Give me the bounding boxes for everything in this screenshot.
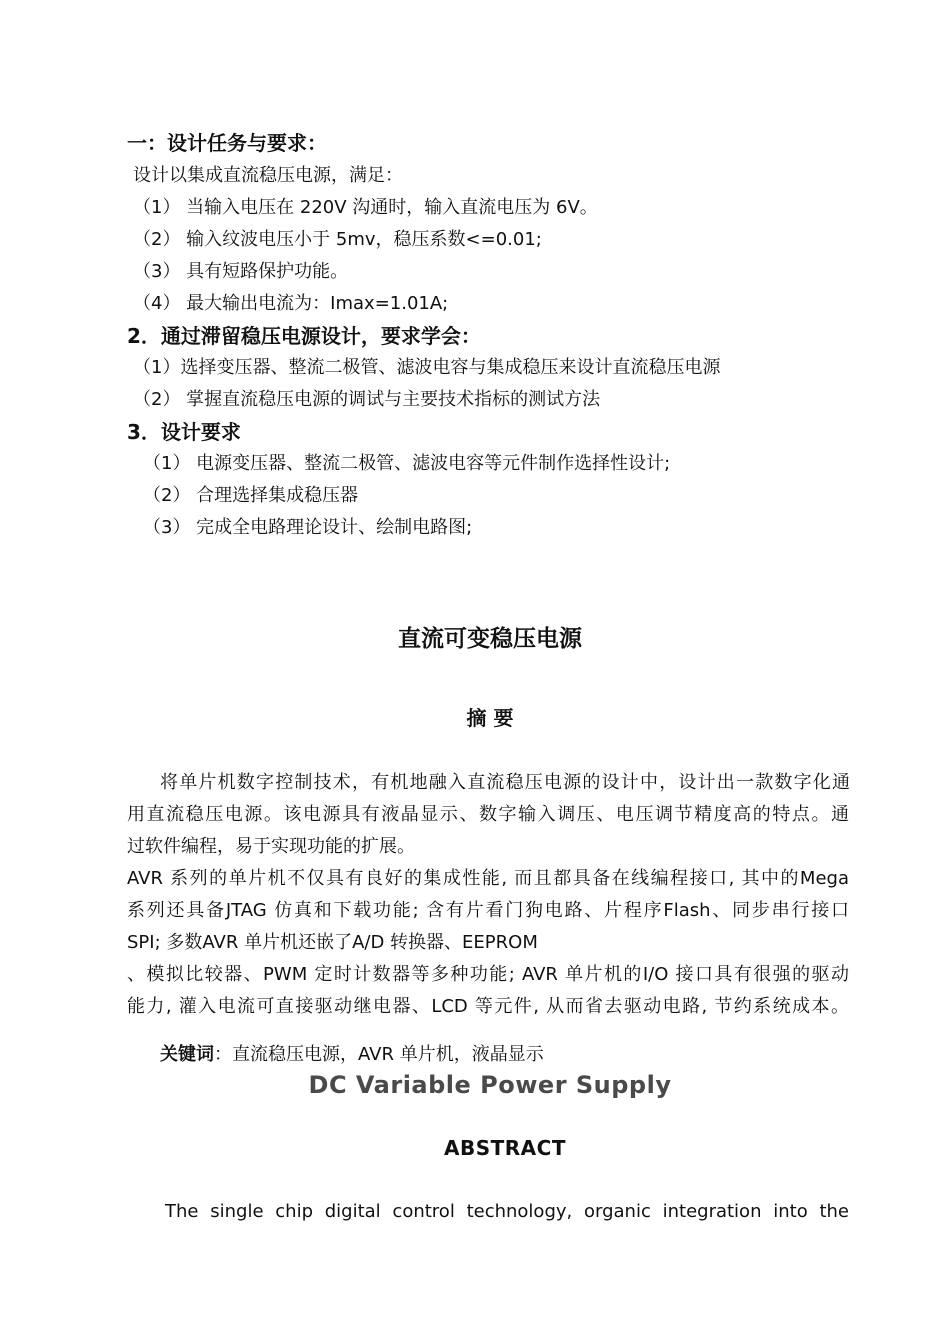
abstract-line: 能力, 灌入电流可直接驱动继电器、LCD 等元件, 从而省去驱动电路, 节约系统成本。 [127,996,849,1017]
section3-item: （3） 完成全电路理论设计、绘制电路图; [143,517,473,538]
abstract-en-line: The single chip digital control technology, organic integration into the [165,1201,849,1222]
abstract-line: AVR 系列的单片机不仅具有良好的集成性能, 而且都具备在线编程接口, 其中的Mega [127,868,849,889]
keywords-label: 关键词 [160,1044,214,1065]
abstract-heading-en: ABSTRACT [444,1136,566,1160]
section1-heading: 一：设计任务与要求： [127,131,327,155]
section2-item: （1）选择变压器、整流二极管、滤波电容与集成稳压来设计直流稳压电源 [133,357,721,378]
abstract-line: 过软件编程，易于实现功能的扩展。 [127,836,415,857]
abstract-line: 、模拟比较器、PWM 定时计数器等多种功能; AVR 单片机的I/O 接口具有很强的驱动 [127,964,849,985]
keywords [160,1043,544,1067]
abstract-line: 将单片机数字控制技术，有机地融入直流稳压电源的设计中，设计出一款数字化通 [160,772,850,793]
section1-item: （1） 当输入电压在 220V 沟通时，输入直流电压为 6V。 [133,197,598,218]
abstract-line: SPI; 多数AVR 单片机还嵌了A/D 转换器、EEPROM [127,932,538,953]
section3-heading: 3．设计要求 [127,420,241,444]
section1-item: （2） 输入纹波电压小于 5mv，稳压系数<=0.01; [133,229,542,250]
page-title-cn: 直流可变稳压电源 [398,626,582,652]
abstract-line: 系列还具备JTAG 仿真和下载功能; 含有片看门狗电路、片程序Flash、同步串行接口 [127,900,849,921]
abstract-heading-cn: 摘 要 [466,706,514,730]
section3-item: （1） 电源变压器、整流二极管、滤波电容等元件制作选择性设计; [143,453,671,474]
abstract-line: 用直流稳压电源。该电源具有液晶显示、数字输入调压、电压调节精度高的特点。通 [127,804,849,825]
keywords-text: ：直流稳压电源，AVR 单片机，液晶显示 [214,1044,544,1065]
section2-heading: 2．通过滞留稳压电源设计，要求学会： [127,324,481,348]
section1-intro: 设计以集成直流稳压电源，满足： [133,165,403,186]
page-title-en: DC Variable Power Supply [308,1071,672,1099]
section2-item: （2） 掌握直流稳压电源的调试与主要技术指标的测试方法 [133,389,601,410]
section1-item: （3） 具有短路保护功能。 [133,261,349,282]
section3-item: （2） 合理选择集成稳压器 [143,485,359,506]
section1-item: （4） 最大输出电流为：Imax=1.01A; [133,293,449,314]
